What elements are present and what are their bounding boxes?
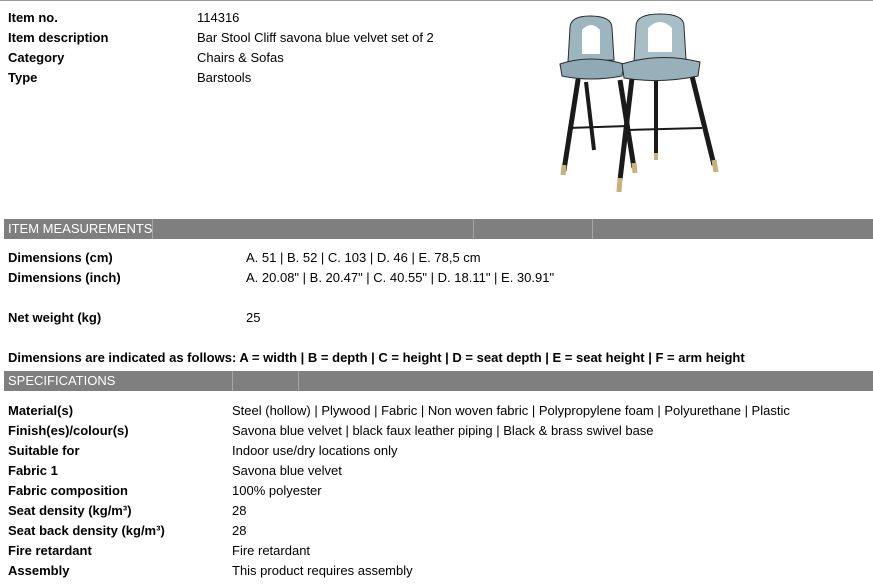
net-weight-value: 25 <box>246 310 261 325</box>
spec-value-seat-back-density: 28 <box>232 523 247 538</box>
dimensions-inch-label: Dimensions (inch) <box>8 270 121 285</box>
spec-label-seat-back-density: Seat back density (kg/m³) <box>8 523 165 538</box>
specifications-title: SPECIFICATIONS <box>8 373 116 388</box>
spec-label-seat-density: Seat density (kg/m³) <box>8 503 132 518</box>
item-description-label: Item description <box>8 30 109 45</box>
spec-value-suitable-for: Indoor use/dry locations only <box>232 443 398 458</box>
spec-label-fabric-1: Fabric 1 <box>8 463 58 478</box>
spec-value-material: Steel (hollow) | Plywood | Fabric | Non woven fabric | Polypropylene foam | Polyurethane | Plastic <box>232 403 790 418</box>
spec-value-finish: Savona blue velvet | black faux leather piping | Black & brass swivel base <box>232 423 654 438</box>
spec-label-material: Material(s) <box>8 403 74 418</box>
spec-value-fire-retardant: Fire retardant <box>232 543 311 558</box>
item-no-value: 114316 <box>197 10 240 25</box>
type-label: Type <box>8 70 38 85</box>
spec-value-fabric-1: Savona blue velvet <box>232 463 342 478</box>
category-label: Category <box>8 50 65 65</box>
dimensions-cm-value: A. 51 | B. 52 | C. 103 | D. 46 | E. 78,5 cm <box>246 250 481 265</box>
dimensions-cm-label: Dimensions (cm) <box>8 250 113 265</box>
spec-label-suitable-for: Suitable for <box>8 443 80 458</box>
spec-label-fabric-composition: Fabric composition <box>8 483 128 498</box>
spec-label-finish: Finish(es)/colour(s) <box>8 423 129 438</box>
band-divider <box>473 219 474 239</box>
specifications-header <box>4 371 873 391</box>
spec-value-seat-density: 28 <box>232 503 247 518</box>
band-divider <box>592 219 593 239</box>
spec-value-assembly: This product requires assembly <box>232 563 413 578</box>
type-value: Barstools <box>197 70 252 85</box>
product-image <box>550 10 730 210</box>
item-measurements-title: ITEM MEASUREMENTS <box>8 221 153 236</box>
band-divider <box>298 371 299 391</box>
band-divider <box>152 219 153 239</box>
spec-value-fabric-composition: 100% polyester <box>232 483 322 498</box>
top-rule <box>0 0 873 1</box>
item-measurements-header <box>4 219 873 239</box>
item-no-label: Item no. <box>8 10 58 25</box>
dimensions-inch-value: A. 20.08" | B. 20.47" | C. 40.55" | D. 18.11" | E. 30.91" <box>246 270 555 285</box>
spec-label-assembly: Assembly <box>8 563 70 578</box>
category-value: Chairs & Sofas <box>197 50 284 65</box>
band-divider <box>232 371 233 391</box>
net-weight-label: Net weight (kg) <box>8 310 102 325</box>
spec-label-fire-retardant: Fire retardant <box>8 543 92 558</box>
dimensions-legend: Dimensions are indicated as follows: A = width | B = depth | C = height | D = seat depth | E = seat height | F = arm height <box>8 350 745 365</box>
item-description-value: Bar Stool Cliff savona blue velvet set of 2 <box>197 30 434 45</box>
